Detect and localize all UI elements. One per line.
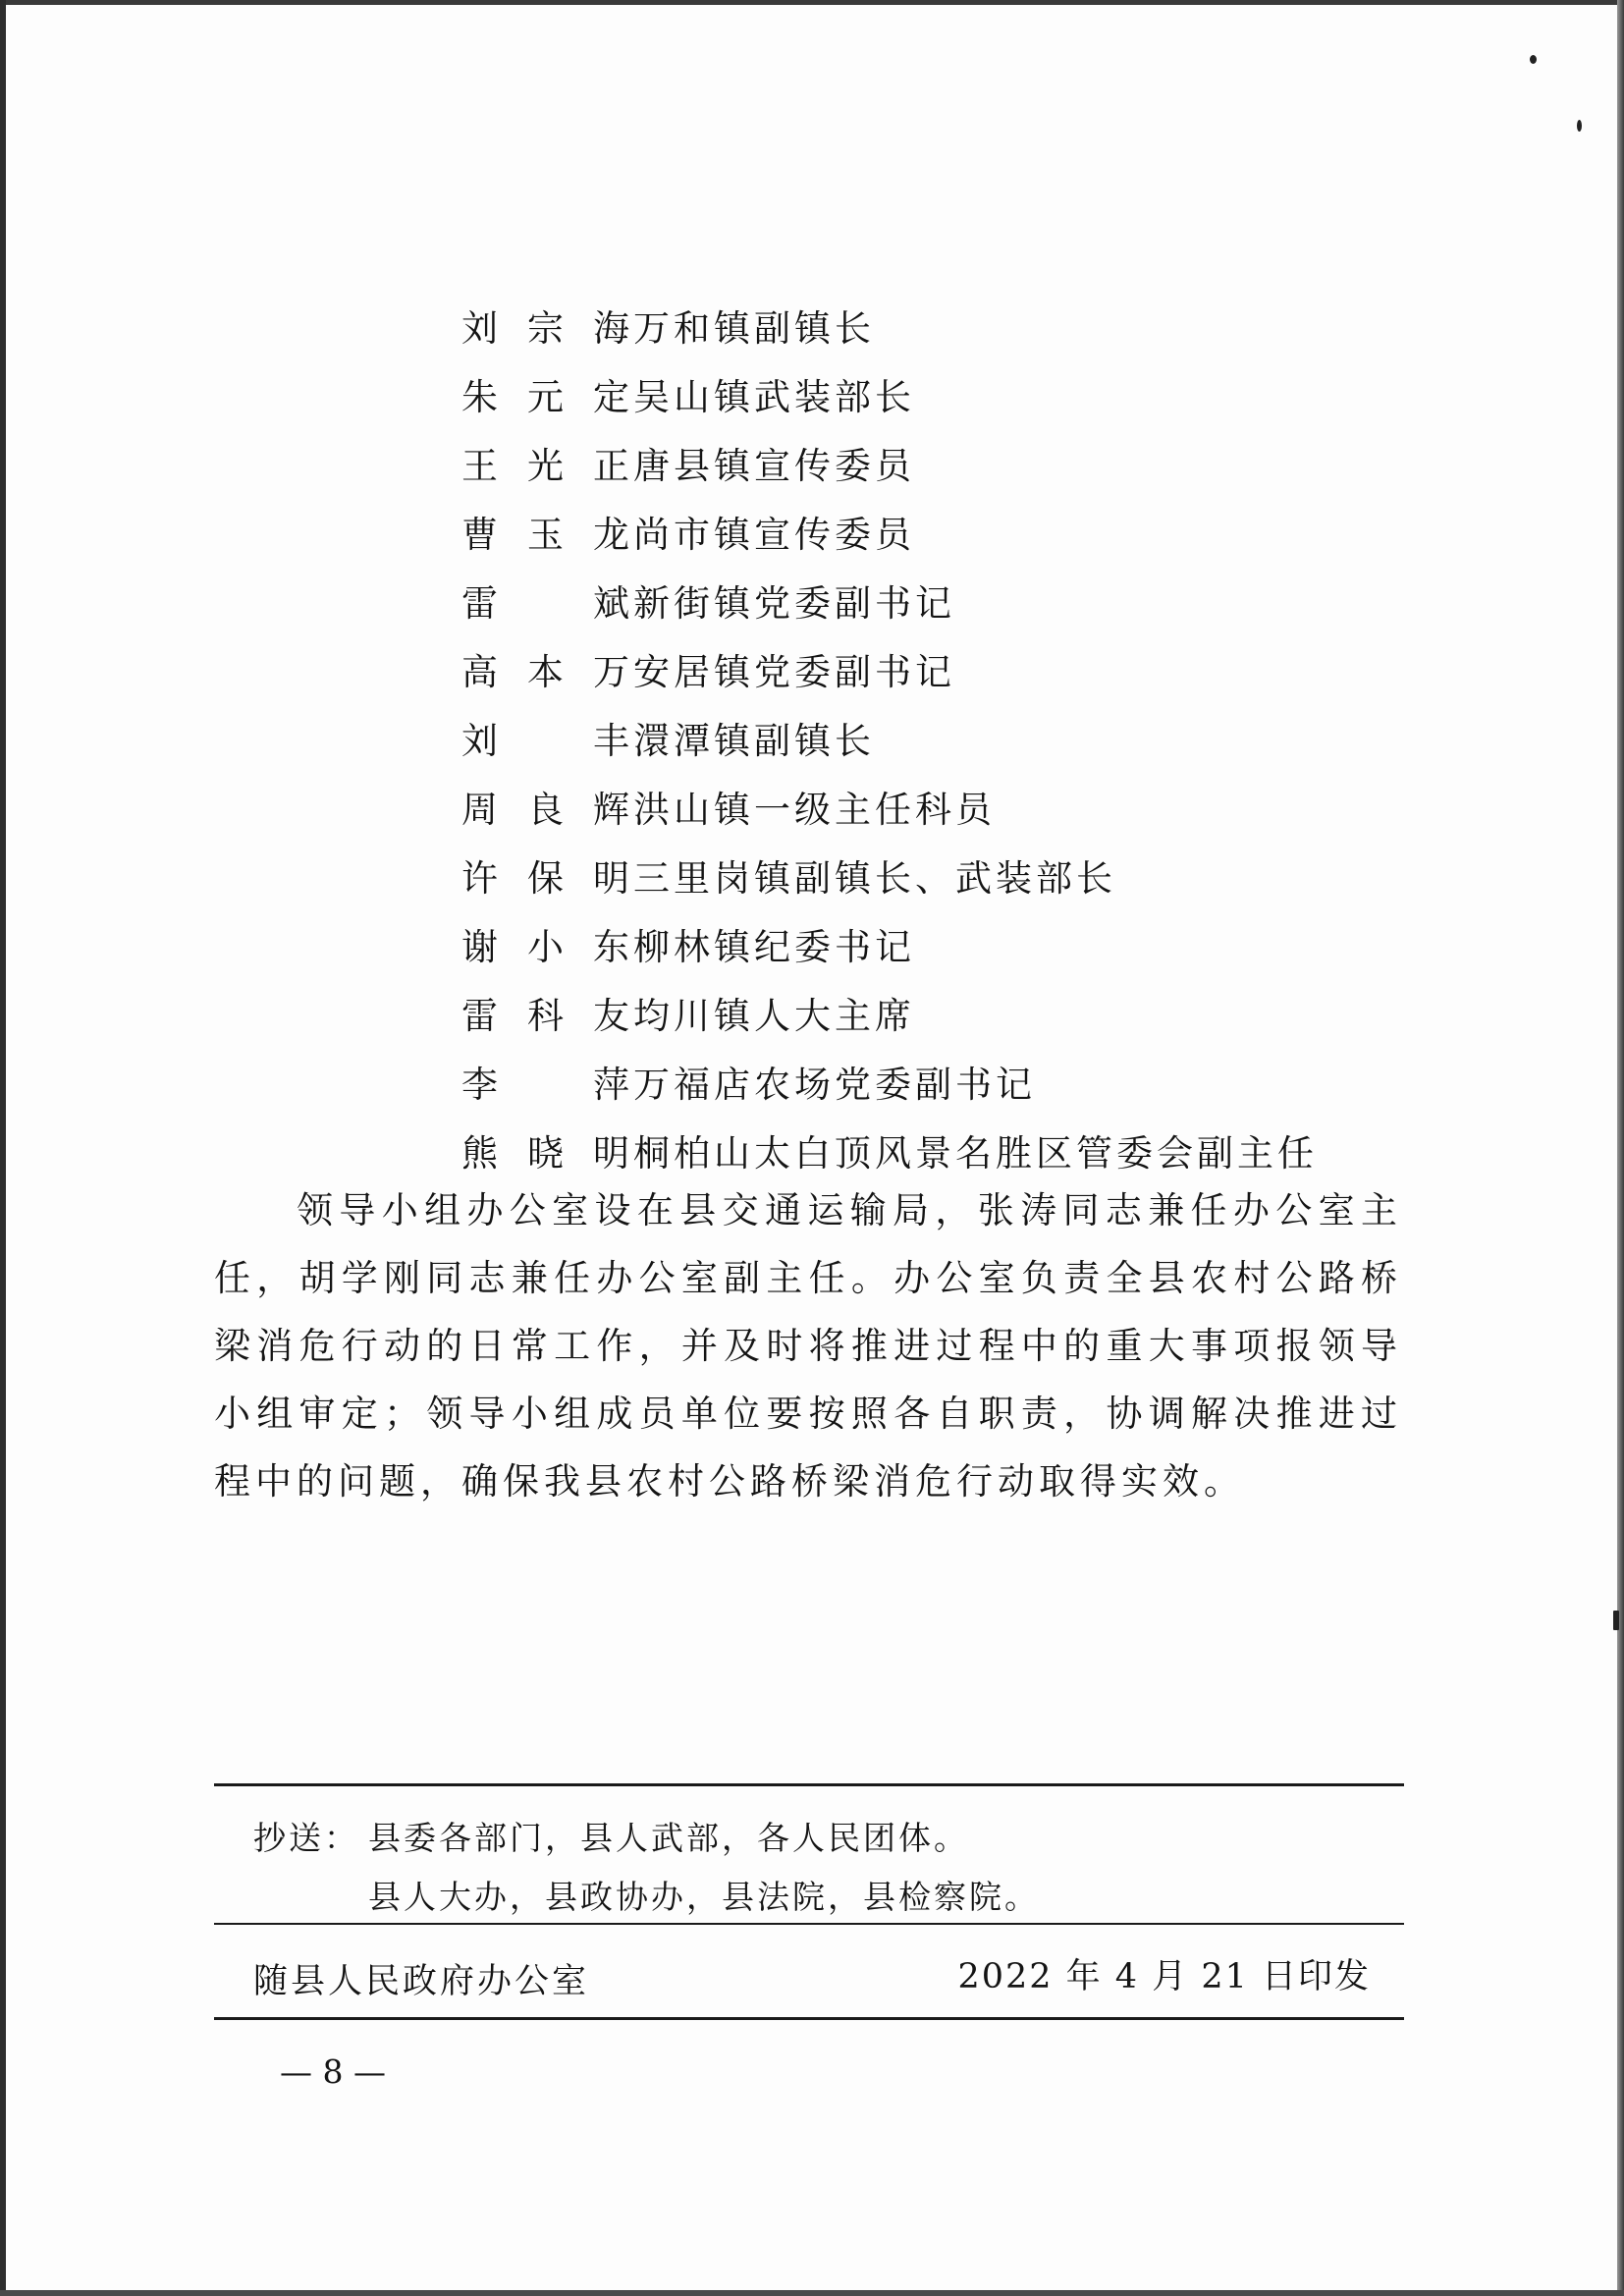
member-row: [461, 841, 1318, 909]
member-row: [461, 909, 1318, 978]
member-name: 雷斌: [461, 582, 633, 625]
member-role: 唐县镇宣传委员: [633, 445, 915, 487]
member-name: 谢小东: [461, 926, 633, 968]
member-name: 高本万: [461, 651, 633, 693]
member-role: 尚市镇宣传委员: [633, 514, 915, 556]
cc-label: 抄送：: [253, 1819, 359, 1857]
body-paragraph: 领导小组办公室设在县交通运输局，张涛同志兼任办公室主任，胡学刚同志兼任办公室副主任。办公室负责全县农村公路桥梁消危行动的日常工作，并及时将推进过程中的重大事项报领导小组审定；领导小组成员单位要按照各自职责，协调解决推进过程中的问题，确保我县农村公路桥梁消危行动取得实效。: [214, 1189, 1402, 1503]
member-list: [461, 291, 1318, 1184]
member-role: 万福店农场党委副书记: [633, 1064, 1036, 1106]
member-role: 新街镇党委副书记: [633, 582, 955, 625]
member-row: [461, 497, 1318, 566]
member-name: 雷科友: [461, 995, 633, 1037]
member-name: 曹玉龙: [461, 514, 633, 556]
member-row: [461, 291, 1318, 359]
member-role: 柳林镇纪委书记: [633, 926, 915, 968]
footer-rule-bottom: [214, 2017, 1404, 2020]
member-name: 朱元定: [461, 376, 633, 418]
scan-edge-right: [1617, 0, 1624, 2296]
member-name: 李萍: [461, 1064, 633, 1106]
scan-speck: [1577, 120, 1582, 132]
member-row: [461, 634, 1318, 703]
member-role: 澴潭镇副镇长: [633, 720, 875, 762]
member-row: [461, 566, 1318, 634]
footer-rule-top: [214, 1783, 1404, 1786]
scan-edge-bottom: [0, 2290, 1624, 2296]
member-role: 洪山镇一级主任科员: [633, 789, 996, 831]
member-row: [461, 1116, 1318, 1184]
member-role: 万和镇副镇长: [633, 307, 875, 350]
scan-edge-top: [0, 0, 1624, 5]
member-row: [461, 772, 1318, 841]
member-name: 周良辉: [461, 789, 633, 831]
cc-recipients-line-1: 县委各部门，县人武部，各人民团体。: [368, 1819, 969, 1857]
scan-speck: [1530, 55, 1537, 64]
member-row: [461, 978, 1318, 1047]
cc-recipients-line-2: 县人大办，县政协办，县法院，县检察院。: [368, 1878, 1040, 1916]
member-name: 刘丰: [461, 720, 633, 762]
member-name: 许保明: [461, 857, 633, 900]
scan-speck: [1613, 1611, 1619, 1630]
issuing-office: 随县人民政府办公室: [253, 1962, 590, 2001]
member-role: 吴山镇武装部长: [633, 376, 915, 418]
scan-edge-left: [0, 0, 6, 2296]
page-number: — 8 —: [280, 2052, 386, 2091]
member-row: [461, 703, 1318, 772]
member-name: 刘宗海: [461, 307, 633, 350]
member-name: 王光正: [461, 445, 633, 487]
footer-rule-middle: [214, 1923, 1404, 1925]
issue-date: 2022 年 4 月 21 日印发: [957, 1957, 1371, 1996]
member-role: 均川镇人大主席: [633, 995, 915, 1037]
member-role: 三里岗镇副镇长、武装部长: [633, 857, 1116, 900]
member-row: [461, 359, 1318, 428]
member-role: 安居镇党委副书记: [633, 651, 955, 693]
member-name: 熊晓明: [461, 1132, 633, 1175]
member-row: [461, 428, 1318, 497]
member-role: 桐柏山太白顶风景名胜区管委会副主任: [633, 1132, 1318, 1175]
member-row: [461, 1047, 1318, 1116]
